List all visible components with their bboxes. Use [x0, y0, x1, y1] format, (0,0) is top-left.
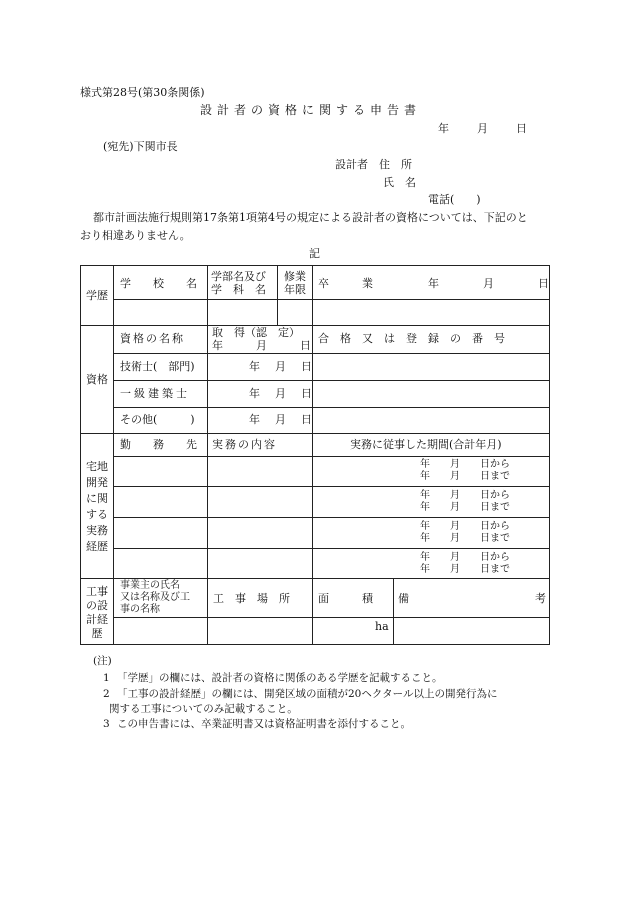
qualification-row-date: 年 月 日: [249, 387, 314, 400]
design-history-section-label: 計経: [86, 613, 108, 626]
note-text: 「学歴」の欄には、設計者の資格に関係のある学歴を記載すること。: [117, 672, 443, 684]
qualification-row-label: 技術士( 部門): [120, 360, 195, 373]
owner-header-line3: 事の名称: [120, 604, 160, 615]
period-to: 年 月 日まで: [420, 564, 510, 575]
period-from: 年 月 日から: [420, 459, 510, 470]
form-number: 様式第28号(第30条関係): [80, 86, 205, 99]
land-dev-section-label: 開発: [86, 476, 108, 489]
page-title: 設計者の資格に関する申告書: [200, 103, 422, 117]
note-number: 3: [103, 718, 110, 730]
faculty-header-line2: 学 科 名: [211, 283, 266, 296]
design-history-section-label: の設: [86, 599, 108, 612]
land-dev-section-label: 経歴: [86, 540, 108, 553]
land-dev-section-label: に関: [86, 492, 108, 505]
land-dev-section-label: 実務: [86, 524, 108, 537]
note-number: 2: [103, 688, 110, 700]
note-text: この申告書には、卒業証明書又は資格証明書を添付すること。: [117, 718, 411, 730]
owner-header-line1: 事業主の氏名: [120, 580, 180, 591]
period-from: 年 月 日から: [420, 552, 510, 563]
design-history-section-label: 歴: [91, 627, 103, 640]
qualification-row-date: 年 月 日: [249, 360, 314, 373]
qualification-name-header: 資格の名称: [120, 332, 185, 345]
notes-heading: (注): [93, 655, 112, 667]
qualification-section-label: 資格: [86, 373, 108, 386]
declaration-line-2: おり相違ありません。: [80, 229, 191, 242]
work-period-header: 実務に従事した期間(合計年月): [350, 438, 502, 451]
note-text: 関する工事についてのみ記載すること。: [109, 703, 298, 715]
school-name-header: 学 校 名: [120, 277, 197, 290]
note-number: 1: [103, 672, 110, 684]
remarks-header-2: 考: [535, 592, 546, 605]
owner-header-line2: 又は名称及び工: [120, 592, 190, 603]
work-content-header: 実務の内容: [212, 438, 277, 451]
site-header: 工 事 場 所: [213, 592, 290, 605]
area-unit: ha: [375, 620, 389, 633]
period-from: 年 月 日から: [420, 490, 510, 501]
declaration-line-1: 都市計画法施行規則第17条第1項第4号の規定による設計者の資格については、下記のと: [93, 211, 528, 224]
design-history-section-label: 工事: [86, 585, 108, 598]
graduation-header: 卒 業 年 月 日: [318, 277, 549, 290]
designer-name-label: 氏 名: [383, 176, 416, 189]
faculty-header-line1: 学部名及び: [211, 270, 266, 283]
remarks-header-1: 備: [398, 592, 409, 605]
qualification-row-label: その他( ): [120, 413, 195, 426]
period-to: 年 月 日まで: [420, 471, 510, 482]
acquired-header-line2: 年 月 日: [212, 339, 311, 352]
period-to: 年 月 日まで: [420, 533, 510, 544]
education-section-label: 学歴: [86, 289, 108, 302]
qualification-row-label: 一級建築士: [120, 387, 190, 400]
years-header-line2: 年限: [284, 283, 306, 296]
qualification-row-date: 年 月 日: [249, 413, 314, 426]
designer-address-label: 設計者 住 所: [335, 158, 412, 171]
phone-label: 電話( ): [428, 193, 481, 206]
area-header: 面 積: [318, 592, 373, 605]
employer-header: 勤 務 先: [120, 438, 197, 451]
note-text: 「工事の設計経歴」の欄には、開発区域の面積が20ヘクタール以上の開発行為に: [117, 688, 498, 700]
acquired-header-line1: 取 得（認 定）: [212, 326, 300, 339]
period-from: 年 月 日から: [420, 521, 510, 532]
addressee: (宛先)下関市長: [103, 140, 178, 153]
registration-number-header: 合 格 又 は 登 録 の 番 号: [318, 332, 505, 345]
land-dev-section-label: する: [86, 508, 108, 521]
years-header-line1: 修業: [284, 270, 306, 283]
date-line: 年 月 日: [438, 122, 529, 135]
period-to: 年 月 日まで: [420, 502, 510, 513]
land-dev-section-label: 宅地: [86, 460, 108, 473]
ki-label: 記: [309, 247, 320, 260]
